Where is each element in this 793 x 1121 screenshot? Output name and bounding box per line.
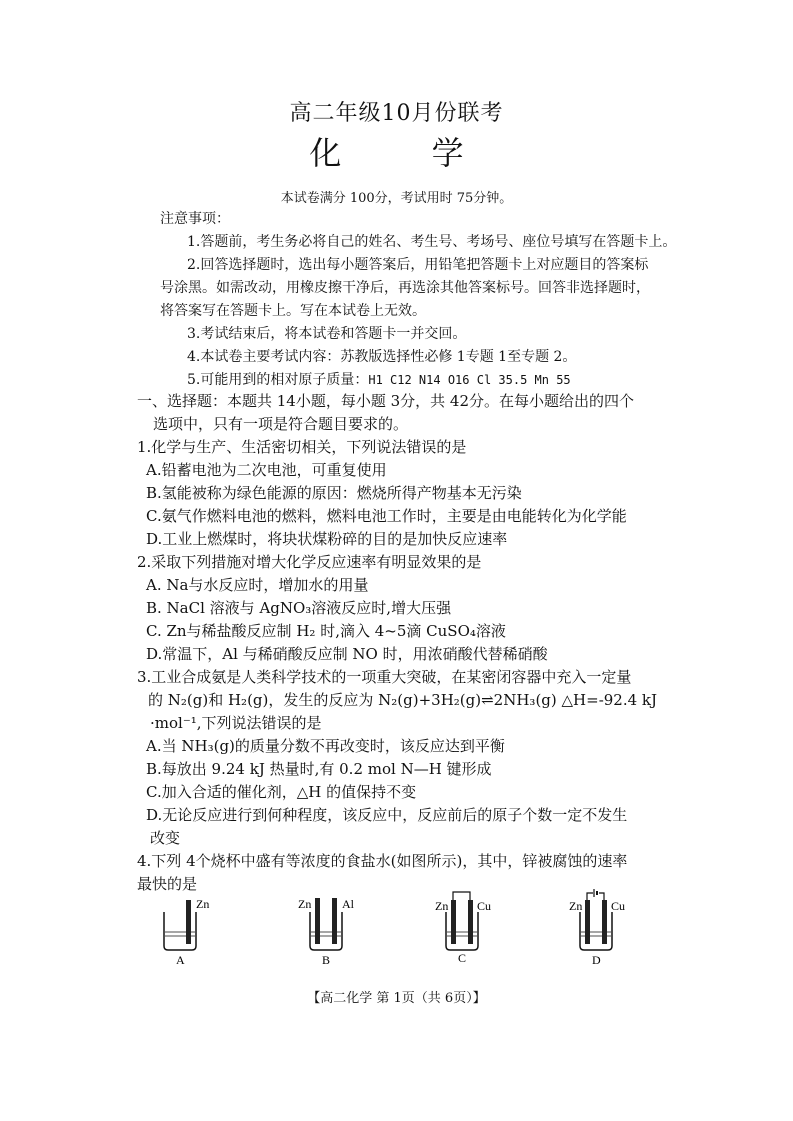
wire <box>587 893 604 900</box>
label-zn: Zn <box>298 897 312 911</box>
q2-option-b: B. NaCl 溶液与 AgNO₃溶液反应时,增大压强 <box>146 599 452 617</box>
q3-option-b: B.每放出 9.24 kJ 热量时,有 0.2 mol N—H 键形成 <box>146 760 492 778</box>
beaker-figure <box>150 888 650 968</box>
beaker-a <box>164 897 209 967</box>
beaker-b <box>298 897 355 967</box>
q3-option-d-cont: 改变 <box>150 829 181 847</box>
beaker-d <box>569 889 625 967</box>
q3-option-a: A.当 NH₃(g)的质量分数不再改变时，该反应达到平衡 <box>146 737 505 755</box>
section-heading-cont: 选项中，只有一项是符合题目要求的。 <box>153 415 409 433</box>
note-5 <box>187 369 571 391</box>
note-1: 1.答题前，考生务必将自己的姓名、考生号、考场号、座位号填写在答题卡上。 <box>187 234 677 250</box>
q3-stem-1: 3.工业合成氨是人类科学技术的一项重大突破，在某密闭容器中充入一定量 <box>137 668 632 686</box>
al-electrode <box>332 898 337 944</box>
zn-electrode <box>585 900 590 944</box>
subject-title: 化 学 <box>309 134 504 172</box>
q2-option-a: A. Na与水反应时，增加水的用量 <box>146 576 369 594</box>
label-zn: Zn <box>569 899 583 913</box>
wire <box>453 892 470 900</box>
exam-info: 本试卷满分 100分，考试用时 75分钟。 <box>280 191 513 206</box>
label-zn: Zn <box>196 897 210 911</box>
q1-option-a: A.铅蓄电池为二次电池，可重复使用 <box>146 461 387 479</box>
label-al: Al <box>342 897 354 911</box>
section-heading: 一、选择题：本题共 14小题，每小题 3分，共 42分。在每小题给出的四个 <box>137 392 635 410</box>
q1-option-c: C.氨气作燃料电池的燃料，燃料电池工作时，主要是由电能转化为化学能 <box>146 507 627 525</box>
label-d: D <box>592 953 601 967</box>
label-c: C <box>458 951 467 965</box>
q3-stem-2: 的 N₂(g)和 H₂(g)，发生的反应为 N₂(g)+3H₂(g)⇌2NH₃(g) △H=-92.4 kJ <box>148 691 658 709</box>
q2-stem: 2.采取下列措施对增大化学反应速率有明显效果的是 <box>137 553 482 571</box>
cu-electrode <box>468 900 473 944</box>
note-4: 4.本试卷主要考试内容：苏教版选择性必修 1专题 1至专题 2。 <box>187 349 577 365</box>
label-cu: Cu <box>477 899 492 913</box>
note-2c: 将答案写在答题卡上。写在本试卷上无效。 <box>160 303 426 319</box>
zn-electrode <box>315 898 320 944</box>
label-b: B <box>322 953 331 967</box>
q3-stem-3: ·mol⁻¹,下列说法错误的是 <box>150 714 322 732</box>
q4-stem-1: 4.下列 4个烧杯中盛有等浓度的食盐水(如图所示)，其中，锌被腐蚀的速率 <box>137 852 628 870</box>
zn-electrode <box>186 900 191 944</box>
note-2a: 2.回答选择题时，选出每小题答案后，用铅笔把答题卡上对应题目的答案标 <box>187 257 649 273</box>
q3-option-c: C.加入合适的催化剂，△H 的值保持不变 <box>146 783 417 801</box>
zn-electrode <box>451 900 456 944</box>
atomic-masses: H1 C12 N14 O16 Cl 35.5 Mn 55 <box>368 373 571 387</box>
note-3: 3.考试结束后，将本试卷和答题卡一并交回。 <box>187 326 467 342</box>
q1-option-b: B.氢能被称为绿色能源的原因：燃烧所得产物基本无污染 <box>146 484 522 502</box>
q3-option-d: D.无论反应进行到何种程度，该反应中，反应前后的原子个数一定不发生 <box>146 806 628 824</box>
beaker-c <box>435 892 491 965</box>
notes-heading: 注意事项： <box>160 211 230 227</box>
q4-stem-2: 最快的是 <box>137 875 198 893</box>
exam-title: 高二年级10月份联考 <box>289 101 504 126</box>
note-5-label: 5.可能用到的相对原子质量： <box>187 372 369 388</box>
page-footer: 【高二化学 第 1页（共 6页）】 <box>307 991 486 1006</box>
label-cu: Cu <box>611 899 626 913</box>
label-a: A <box>176 953 185 967</box>
q2-option-c: C. Zn与稀盐酸反应制 H₂ 时,滴入 4~5滴 CuSO₄溶液 <box>146 622 506 640</box>
q1-stem: 1.化学与生产、生活密切相关，下列说法错误的是 <box>137 438 467 456</box>
q1-option-d: D.工业上燃煤时，将块状煤粉碎的目的是加快反应速率 <box>146 530 508 548</box>
label-zn: Zn <box>435 899 449 913</box>
q2-option-d: D.常温下，Al 与稀硝酸反应制 NO 时，用浓硝酸代替稀硝酸 <box>146 645 548 663</box>
cu-electrode <box>602 900 607 944</box>
note-2b: 号涂黑。如需改动，用橡皮擦干净后，再选涂其他答案标号。回答非选择题时， <box>160 280 650 296</box>
